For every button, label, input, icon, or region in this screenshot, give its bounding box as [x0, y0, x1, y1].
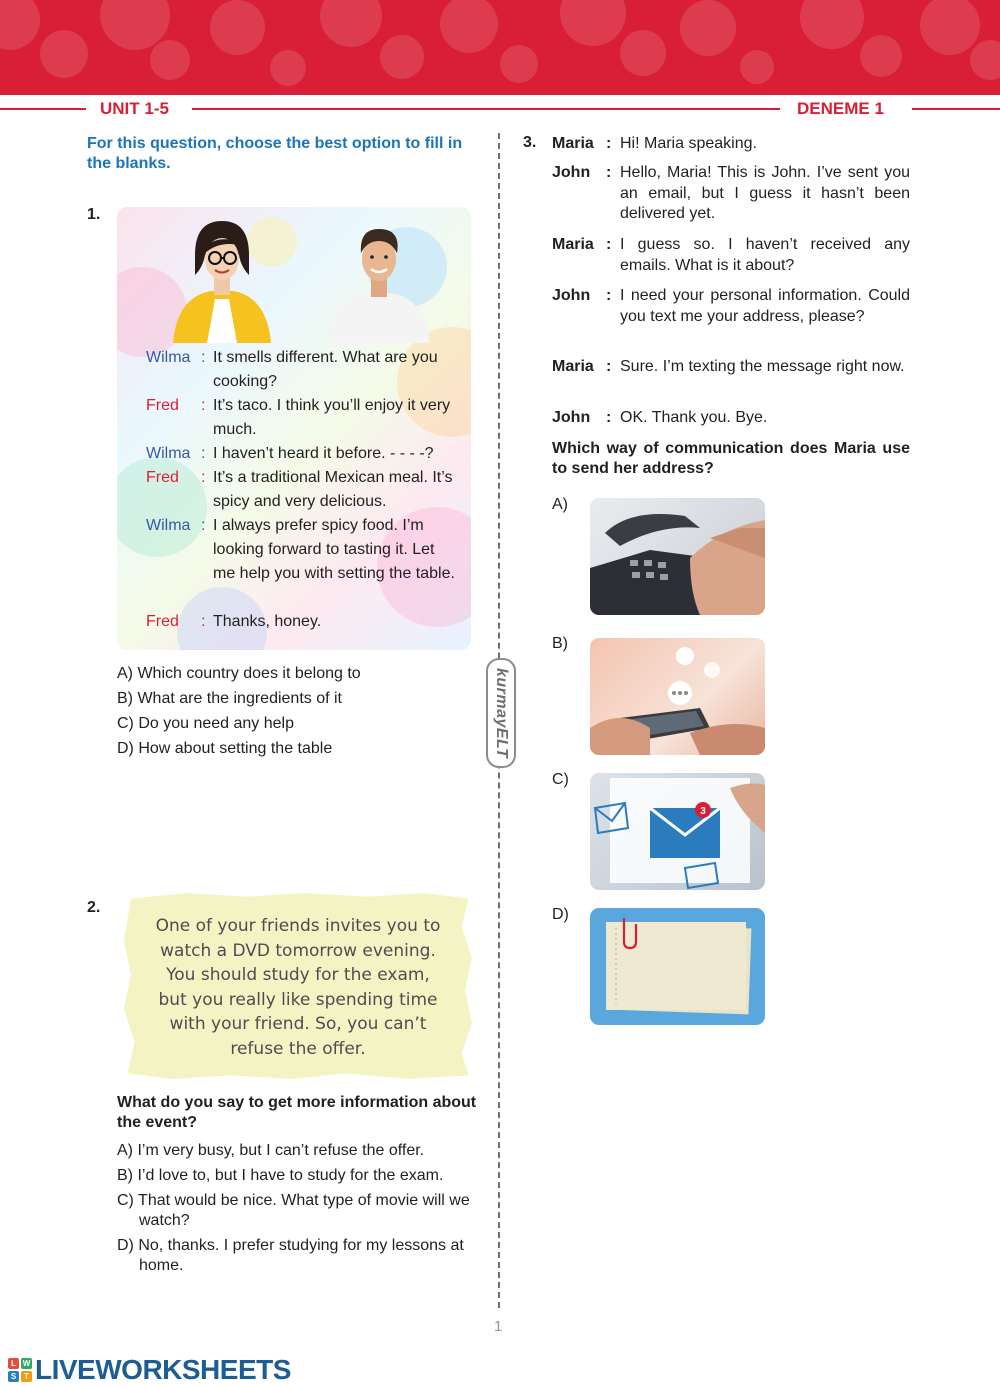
- telephone-icon: [590, 498, 765, 615]
- speaker-name: John: [552, 164, 591, 181]
- speaker-text: Hi! Maria speaking.: [620, 135, 757, 152]
- header-banner: [0, 0, 1000, 95]
- header-bubble: [920, 0, 980, 55]
- q3-choice-a-label[interactable]: A): [552, 496, 568, 513]
- q2-option-a[interactable]: A) I’m very busy, but I can’t refuse the offer.: [117, 1142, 425, 1159]
- q2-option-d[interactable]: D) No, thanks. I prefer studying for my lessons at home.: [117, 1237, 464, 1274]
- header-bubble: [40, 30, 88, 78]
- q3-choice-b-label[interactable]: B): [552, 635, 568, 652]
- question-number-3: 3.: [523, 134, 537, 151]
- speaker-text: I need your personal information. Could you text me your address, please?: [620, 287, 910, 325]
- email-icon: [590, 773, 765, 890]
- header-bubble: [320, 0, 382, 47]
- header-bubble: [150, 40, 190, 80]
- smartphone-icon: [590, 638, 765, 755]
- q3-choice-c-label[interactable]: C): [552, 771, 569, 788]
- q1-option-b[interactable]: B) What are the ingredients of it: [117, 690, 342, 707]
- unit-title: UNIT 1-5: [100, 99, 169, 118]
- header-bubble: [860, 35, 902, 77]
- q3-choice-b-image[interactable]: [590, 638, 765, 755]
- header-bubble: [210, 0, 265, 55]
- question-number-2: 2.: [87, 899, 101, 916]
- speaker-name: Maria: [552, 236, 594, 253]
- header-bubble: [560, 0, 626, 46]
- question-number-1: 1.: [87, 206, 101, 223]
- q3-choice-d-image[interactable]: [590, 908, 765, 1025]
- note-paper-icon: [590, 908, 765, 1025]
- q2-question: What do you say to get more information about the event?: [117, 1094, 477, 1131]
- q2-options: [117, 1141, 477, 1276]
- header-bubble: [740, 50, 774, 84]
- q3-question: Which way of communication does Maria use to send her address?: [552, 440, 910, 477]
- speaker-name: Wilma: [146, 517, 191, 534]
- speaker-text: I haven’t heard it before. - - - -?: [213, 445, 434, 462]
- couple-photo: [169, 215, 429, 345]
- speaker-name: Wilma: [146, 349, 191, 366]
- header-rule-middle: [192, 108, 780, 110]
- test-title: DENEME 1: [797, 99, 884, 118]
- q2-option-b[interactable]: B) I’d love to, but I have to study for the exam.: [117, 1167, 444, 1184]
- header-bubble: [380, 35, 424, 79]
- publisher-logo: kurmayELT: [486, 658, 516, 768]
- q2-option-c[interactable]: C) That would be nice. What type of movie will we watch?: [117, 1192, 470, 1229]
- speaker-name: Fred: [146, 469, 179, 486]
- page-number: 1: [494, 1318, 503, 1335]
- speaker-text: Hello, Maria! This is John. I’ve sent you an email, but I guess it hasn’t been delivered yet.: [620, 164, 910, 222]
- speaker-text: It’s a traditional Mexican meal. It’s spicy and very delicious.: [213, 469, 453, 510]
- woman-figure: [173, 221, 271, 343]
- speaker-name: John: [552, 409, 591, 426]
- email-badge: 3: [700, 806, 706, 817]
- header-bubble: [500, 45, 538, 83]
- note-text: One of your friends invites you to watch a DVD tomorrow evening. You should study for the exam, but you really like spending time with your friend. So, you can’t refuse the offer.: [155, 916, 441, 1059]
- header-bubble: [680, 0, 736, 56]
- q3-choice-d-label[interactable]: D): [552, 906, 569, 923]
- header-bubble: [0, 0, 40, 50]
- speaker-text: It smells different. What are you cooking?: [213, 349, 438, 390]
- header-rule-right: [912, 108, 1000, 110]
- q1-options: [117, 664, 361, 759]
- header-bubble: [620, 30, 666, 76]
- logo-tiles-icon: L W S T: [8, 1358, 32, 1382]
- header-bubble: [440, 0, 498, 53]
- q1-option-c[interactable]: C) Do you need any help: [117, 715, 294, 732]
- speaker-name: Maria: [552, 135, 594, 152]
- speaker-name: Fred: [146, 613, 179, 630]
- q1-option-d[interactable]: D) How about setting the table: [117, 740, 333, 757]
- q1-option-a[interactable]: A) Which country does it belong to: [117, 665, 361, 682]
- speaker-name: Maria: [552, 358, 594, 375]
- q3-choice-a-image[interactable]: [590, 498, 765, 615]
- header-bubble: [970, 40, 1000, 80]
- header-bubble: [270, 50, 306, 86]
- speaker-text: Thanks, honey.: [213, 613, 322, 630]
- speaker-text: It’s taco. I think you’ll enjoy it very much.: [213, 397, 451, 438]
- speaker-text: I always prefer spicy food. I’m looking forward to tasting it. Let me help you with setting the table.: [213, 517, 455, 582]
- q3-choice-c-image[interactable]: [590, 773, 765, 890]
- liveworksheets-logo[interactable]: [8, 1354, 291, 1386]
- man-figure: [327, 229, 429, 343]
- speaker-text: OK. Thank you. Bye.: [620, 409, 768, 426]
- header-bubble: [800, 0, 864, 49]
- speaker-name: John: [552, 287, 591, 304]
- speaker-text: Sure. I’m texting the message right now.: [620, 358, 905, 375]
- header-rule-left: [0, 108, 86, 110]
- instruction-text: For this question, choose the best option to fill in the blanks.: [87, 135, 463, 172]
- speaker-text: I guess so. I haven’t received any emails. What is it about?: [620, 236, 910, 274]
- speaker-name: Fred: [146, 397, 179, 414]
- logo-text: LIVEWORKSHEETS: [35, 1354, 291, 1385]
- speaker-name: Wilma: [146, 445, 191, 462]
